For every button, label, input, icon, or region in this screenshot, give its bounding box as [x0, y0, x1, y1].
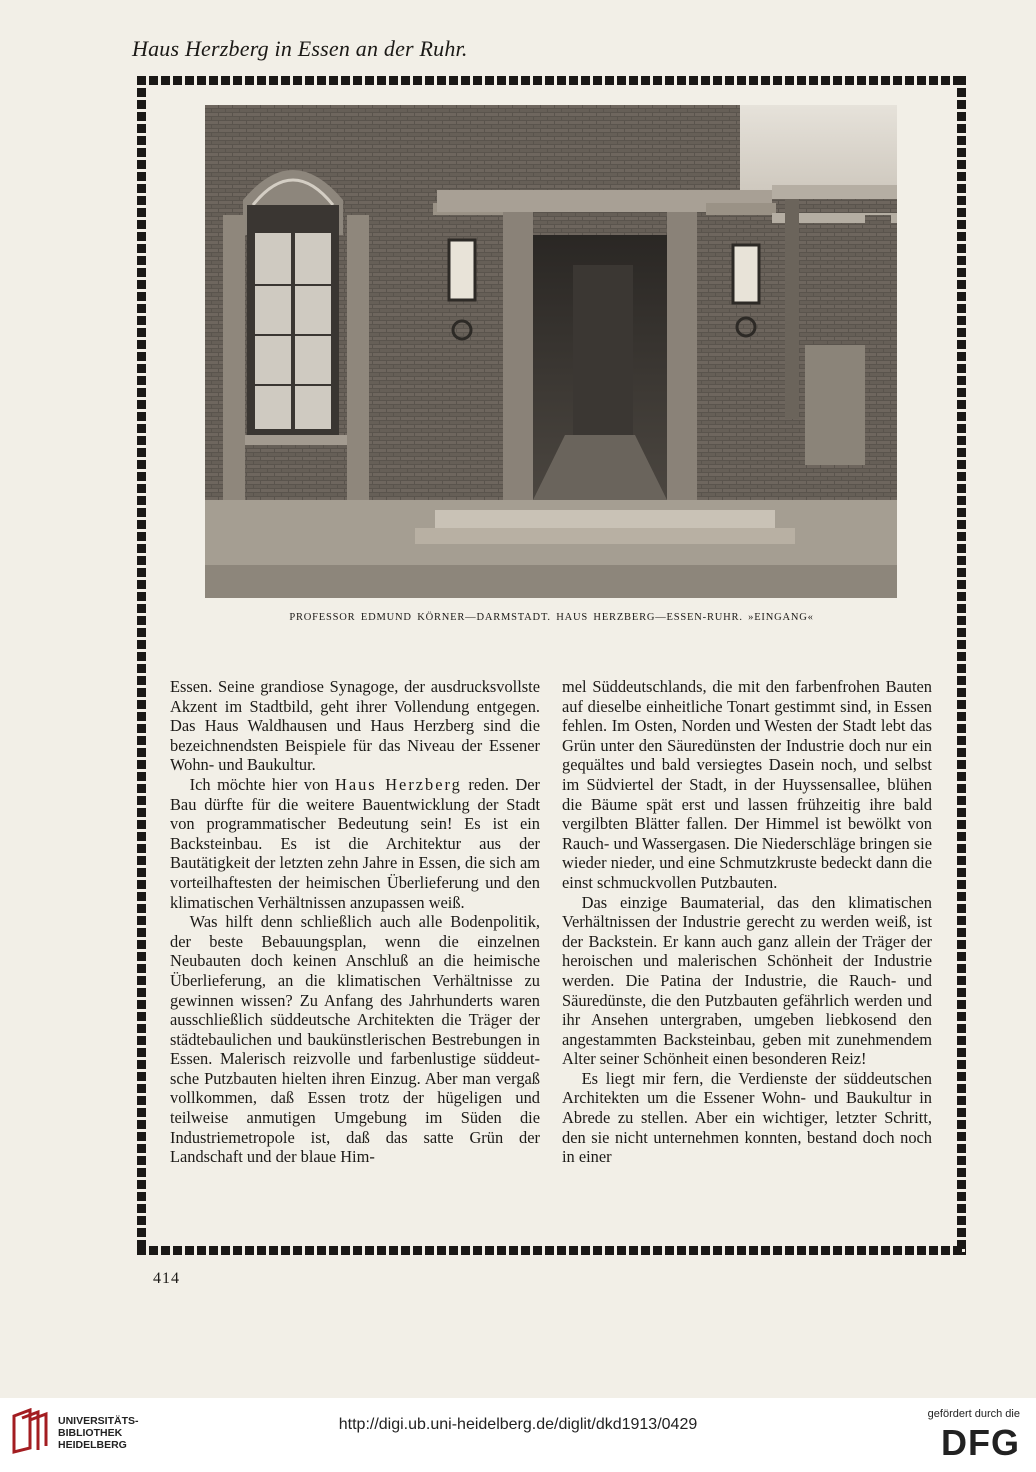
paragraph: Essen. Seine grandiose Synagoge, der ausdrucksvollste Akzent im Stadtbild, geht ihrer Vollendung entgegen. Das Haus Waldhausen und Haus Herzberg sind die bezeichnendsten Beispiele für das Niveau der Essener Wohn- und Baukultur. — [170, 677, 540, 775]
dfg-logo: DFG — [941, 1422, 1020, 1463]
library-name-line: HEIDELBERG — [58, 1439, 127, 1451]
text-column-right — [562, 677, 932, 1167]
text-column-left — [170, 677, 540, 1167]
photo-caption: PROFESSOR EDMUND KÖRNER—DARMSTADT. HAUS HERZBERG—ESSEN-RUHR. »EINGANG« — [289, 612, 814, 623]
frame-border-bottom — [137, 1246, 966, 1255]
frame-border-left — [137, 76, 146, 1255]
frame-border-right — [957, 76, 966, 1255]
frame-border-top — [137, 76, 966, 85]
paragraph: Das einzige Baumaterial, das den klimatischen Verhältnissen der Industrie gerecht zu werden weiß, ist der Backstein. Er kann auch ganz allein der Träger der heroischen und malerischen Schönheit der Industrie werden. Die Patina der Industrie, die Rauch- und Säuredünste, die den Putzbauten gefährlich werden und ihr Ansehen untergraben, umgeben liebkosend den angestammten Backsteinbau, geben mit zunehmendem Alter seiner Schönheit einen besonderen Reiz! — [562, 892, 932, 1069]
paragraph — [170, 775, 540, 912]
running-head: Haus Herzberg in Essen an der Ruhr. — [132, 36, 468, 61]
digitization-footer — [0, 1398, 1036, 1472]
text-run: Ich möchte hier von — [189, 774, 335, 794]
spaced-house-name: Haus Herzberg — [335, 774, 462, 794]
source-url-link[interactable]: http://digi.ub.uni-heidelberg.de/diglit/dkd1913/0429 — [338, 1416, 698, 1433]
text-run: reden. Der Bau dürfte für die weitere Bauentwicklung der Stadt von programmatischer Bedeutung sein! Es ist ein Backsteinbau. Es ist die Architektur aus der Bautätigkeit der letzten zehn Jahre in Essen, die sich am vorteilhaftesten der heimischen Überlieferung und den klimatischen Verhältnissen anzupassen weiß. — [170, 774, 540, 912]
paragraph: Es liegt mir fern, die Verdienste der süddeutschen Architekten um die Essener Wohn- und Baukultur in Abrede zu stellen. Aber ein wichtiger, letzter Schritt, den sie nicht unternehmen konnten, bestand doch noch in einer — [562, 1068, 932, 1167]
entrance-photograph — [205, 105, 897, 598]
page-number: 414 — [153, 1270, 180, 1287]
paragraph: Was hilft denn schließlich auch alle Bodenpolitik, der beste Bebauungsplan, wenn die einzelnen Neubauten doch keinen Anschluß an die heimische Überlieferung, an die klimatischen Verhältnisse zu gewinnen wissen? Zu Anfang des Jahrhunderts waren ausschließlich süddeutsche Architekten die Träger der städtebaulichen und baukünstlerischen Bestrebungen in Essen. Malerisch reizvolle und farbenlustige süddeutsche Putzbauten hielten ihren Einzug. Aber man vergaß vollkommen, daß Essen trotz der hügeligen und teilweise anmutigen Umgebung im Süden die Industriemetropole ist, daß das satte Grün der Landschaft und der blaue Him- — [170, 912, 540, 1167]
funding-note: gefördert durch die — [927, 1408, 1020, 1420]
library-name-line: UNIVERSITÄTS- — [58, 1415, 139, 1427]
library-name-line: BIBLIOTHEK — [58, 1427, 123, 1439]
paragraph: mel Süddeutschlands, die mit den farbenfrohen Bauten auf dieselbe einheitliche Tonart gestimmt sind, in Essen fehlen. Im Osten, Norden und Westen der Stadt lebt das Grün unter den Säuredünsten der Industrie doch nur ein gequältes und bald versiegtes Dasein noch, und selbst im Südviertel der Stadt, in der Huyssensallee, blühen die Bäume spät erst und lassen frühzeitig ihre bald vergilbten Blätter fallen. Der Himmel ist bewölkt von Rauch- und Wassergasen. Die Niederschläge bringen sie wieder nieder, und eine Schmutzkruste bedeckt dann die einst schmuckvollen Putzbauten. — [562, 677, 932, 892]
